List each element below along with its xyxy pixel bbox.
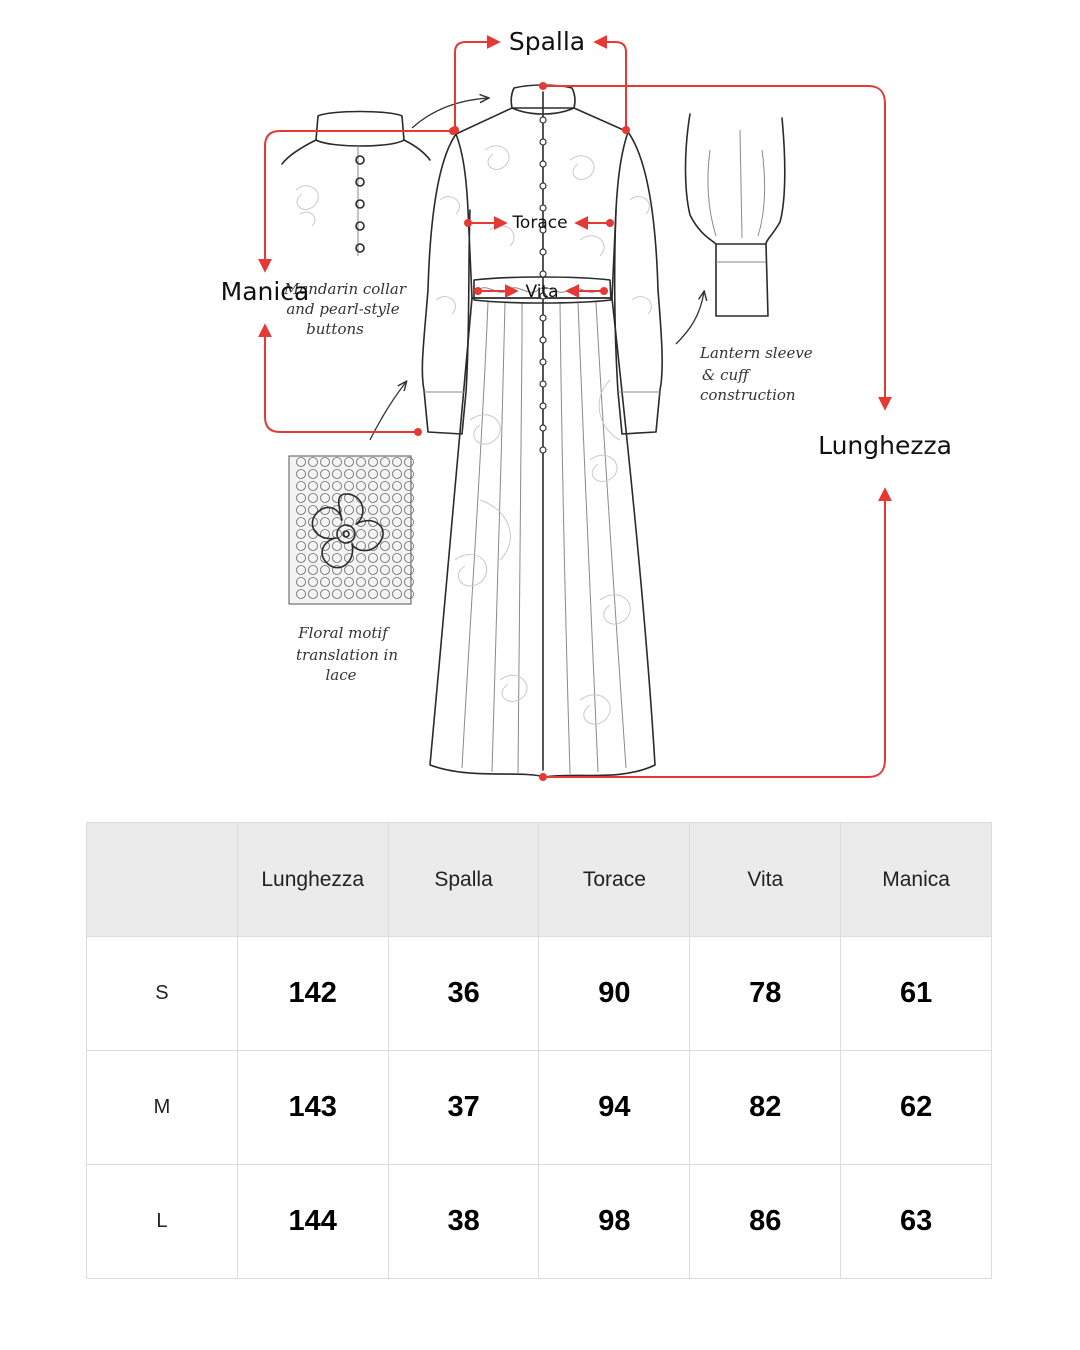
header-cell-sleeve: Manica xyxy=(841,823,992,937)
svg-text:Mandarin collar: Mandarin collar xyxy=(283,280,407,298)
header-cell-chest: Torace xyxy=(539,823,690,937)
header-cell-shoulder: Spalla xyxy=(388,823,539,937)
sleeve-value: 62 xyxy=(841,1051,992,1165)
lace-note xyxy=(296,624,398,684)
table-row xyxy=(87,1051,992,1165)
table-row xyxy=(87,1165,992,1279)
svg-text:lace: lace xyxy=(325,666,357,684)
size-chart-table xyxy=(86,822,992,1279)
length-value: 142 xyxy=(237,937,388,1051)
waist-value: 78 xyxy=(690,937,841,1051)
sleeve-value: 63 xyxy=(841,1165,992,1279)
waist-value: 86 xyxy=(690,1165,841,1279)
waist-measure-guide xyxy=(474,282,608,302)
length-value: 144 xyxy=(237,1165,388,1279)
sleeve-note xyxy=(699,344,813,404)
length-value: 143 xyxy=(237,1051,388,1165)
shoulder-label: Spalla xyxy=(508,27,586,56)
chest-label: Torace xyxy=(512,213,568,233)
length-measure-guide xyxy=(539,82,952,781)
chest-value: 94 xyxy=(539,1051,690,1165)
shoulder-value: 36 xyxy=(388,937,539,1051)
sleeve-value: 61 xyxy=(841,937,992,1051)
waist-label: Vita xyxy=(525,282,559,302)
collar-detail-icon xyxy=(282,112,430,257)
size-cell: M xyxy=(87,1051,238,1165)
svg-text:Lantern sleeve: Lantern sleeve xyxy=(700,344,813,362)
sleeve-detail-icon xyxy=(686,114,785,316)
svg-text:translation in: translation in xyxy=(296,646,398,664)
size-cell: S xyxy=(87,937,238,1051)
svg-text:& cuff: & cuff xyxy=(702,366,749,384)
svg-text:buttons: buttons xyxy=(306,320,364,338)
size-cell: L xyxy=(87,1165,238,1279)
svg-text:and pearl-style: and pearl-style xyxy=(286,300,400,318)
length-label: Lunghezza xyxy=(818,431,952,460)
chest-value: 90 xyxy=(539,937,690,1051)
shoulder-value: 38 xyxy=(388,1165,539,1279)
size-chart-header-row xyxy=(87,823,992,937)
lace-swatch-icon xyxy=(289,456,414,604)
header-cell-length: Lunghezza xyxy=(237,823,388,937)
header-cell-corner xyxy=(87,823,238,937)
shoulder-value: 37 xyxy=(388,1051,539,1165)
svg-text:Floral motif: Floral motif xyxy=(298,624,388,642)
waist-value: 82 xyxy=(690,1051,841,1165)
chest-measure-guide xyxy=(464,213,614,233)
table-row xyxy=(87,937,992,1051)
chest-value: 98 xyxy=(539,1165,690,1279)
header-cell-waist: Vita xyxy=(690,823,841,937)
svg-text:construction: construction xyxy=(700,386,796,404)
sleeve-label: Manica xyxy=(220,277,310,306)
